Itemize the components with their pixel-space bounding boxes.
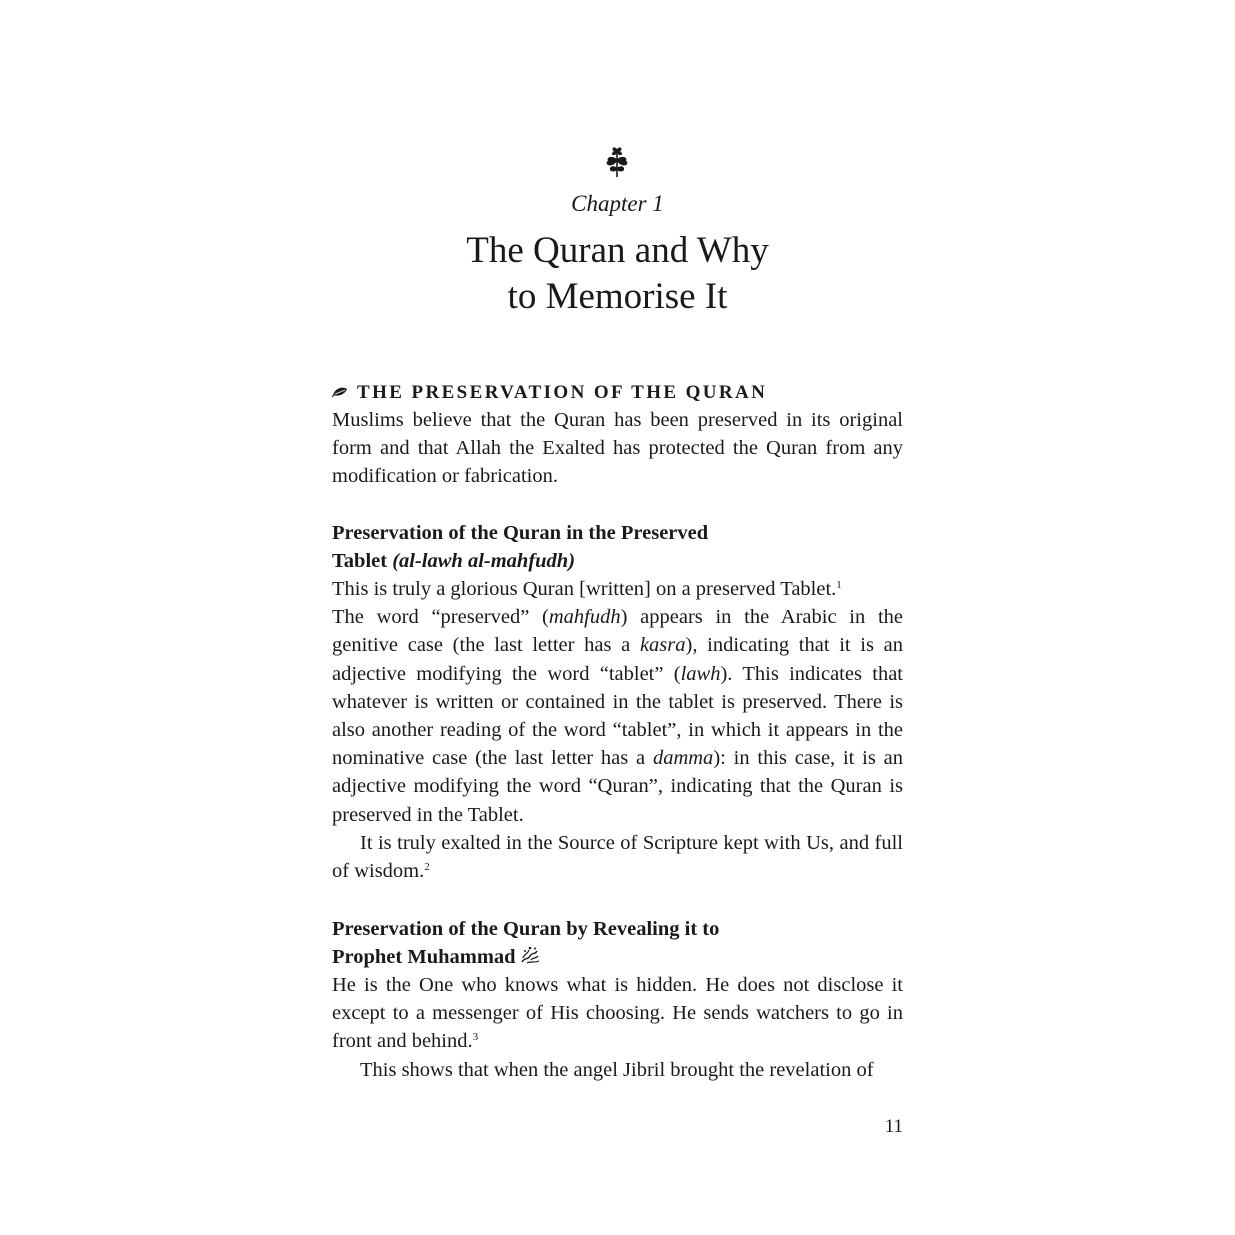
quote-2-text: It is truly exalted in the Source of Scripture kept with Us, and full of wisdom. <box>332 831 903 883</box>
term-mahfudh: mahfudh <box>548 606 621 629</box>
term-kasra: kasra <box>639 634 686 657</box>
text-run: ). This indicates that whatever is written or contained in the tablet is preserved. There is also another reading of the word “tablet”, in which it appears in the nominative case (the last letter has a <box>332 662 903 770</box>
subheading-line-1: Preservation of the Quran by Revealing it to <box>332 918 720 940</box>
leaf-sprig-icon <box>602 143 632 179</box>
quran-quote-3 <box>332 971 903 1056</box>
term-damma: damma <box>652 747 714 770</box>
footnote-ref-3: 3 <box>472 1031 479 1044</box>
text-run: The word “preserved” ( <box>332 606 549 629</box>
subheading-line-2a: Tablet <box>332 550 393 573</box>
quote-3-text: He is the One who knows what is hidden. He does not disclose it except to a messenger of His choosing. He sends watchers to go in front and behind. <box>332 974 903 1053</box>
section-intro <box>332 406 903 491</box>
subheading-line-2b: (al-lawh al-mahfudh) <box>392 550 576 573</box>
continuation-paragraph: This shows that when the angel Jibril brought the revelation of <box>360 1058 874 1081</box>
page-number: 11 <box>884 1116 903 1137</box>
section-heading <box>332 379 903 407</box>
chapter-label: Chapter 1 <box>571 191 664 216</box>
preserved-tablet-body <box>332 575 903 885</box>
revealing-to-prophet-body <box>332 971 903 1084</box>
leaf-bullet-icon <box>332 386 348 398</box>
pbuh-calligraphy-icon <box>519 945 541 965</box>
quran-quote-1 <box>332 575 903 603</box>
chapter-title-line-2: to Memorise It <box>507 276 728 317</box>
term-lawh: lawh <box>680 662 721 685</box>
footnote-ref-1: 1 <box>836 579 842 591</box>
chapter-title <box>332 228 903 320</box>
intro-paragraph: Muslims believe that the Quran has been preserved in its original form and that Allah the Exalted has protected the Quran from any modification or fabrication. <box>332 409 903 488</box>
section-heading-text: THE PRESERVATION OF THE QURAN <box>357 382 768 403</box>
subheading-line-2: Prophet Muhammad <box>332 946 516 969</box>
text-run: ): in this case, it is an adjective modifying the word “Quran”, indicating that the Quran is preserved in the Tablet. <box>332 747 903 826</box>
subheading-preserved-tablet <box>332 519 903 575</box>
text-run: ) appears in the Arabic in the genitive case (the last letter has a <box>332 606 903 657</box>
subheading-line-1: Preservation of the Quran in the Preserved <box>332 522 709 544</box>
subheading-revealing-to-prophet <box>332 915 903 971</box>
chapter-title-line-1: The Quran and Why <box>466 230 769 271</box>
explanation-paragraph <box>332 603 903 829</box>
text-run: ), indicating that it is an adjective modifying the word “tablet” ( <box>332 634 903 685</box>
footnote-ref-2: 2 <box>424 861 430 874</box>
quote-1-text: This is truly a glorious Quran [written] on a preserved Tablet. <box>332 578 837 600</box>
quran-quote-2 <box>332 829 903 885</box>
book-page <box>332 0 903 1235</box>
